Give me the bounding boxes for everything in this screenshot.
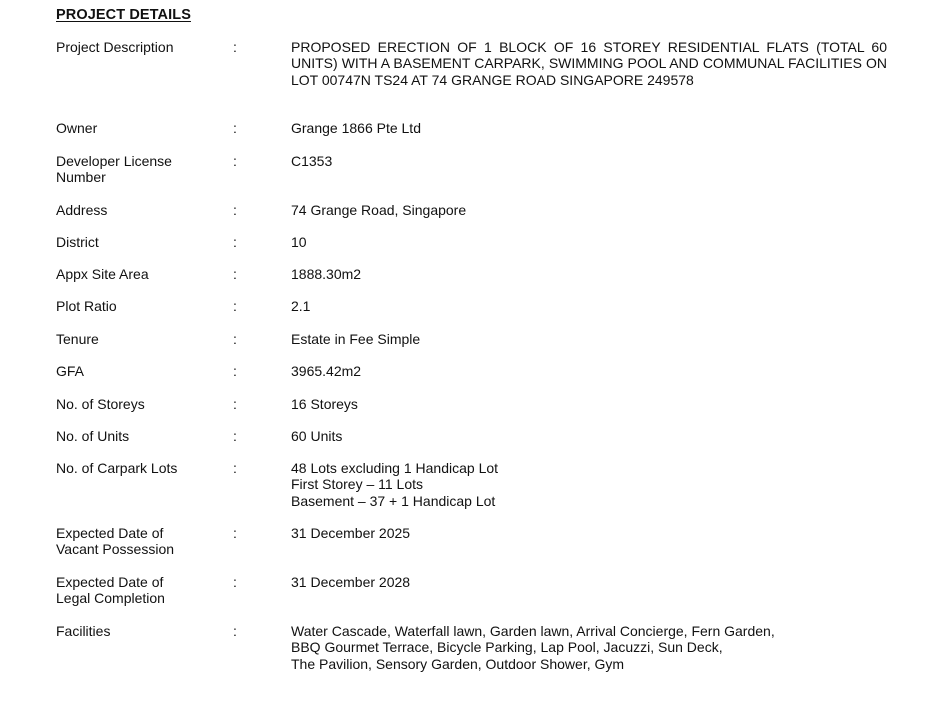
label-legal-completion: Expected Date of Legal Completion: [56, 574, 165, 607]
label-address: Address: [56, 202, 108, 218]
label-tenure: Tenure: [56, 331, 99, 347]
separator-colon: :: [233, 120, 237, 136]
separator-colon: :: [233, 298, 237, 314]
separator-colon: :: [233, 202, 237, 218]
separator-colon: :: [233, 525, 237, 541]
separator-colon: :: [233, 396, 237, 412]
label-project-description: Project Description: [56, 39, 174, 55]
separator-colon: :: [233, 460, 237, 476]
value-legal-completion: 31 December 2028: [291, 574, 411, 590]
value-vacant-possession: 31 December 2025: [291, 525, 411, 541]
separator-colon: :: [233, 428, 237, 444]
value-district: 10: [291, 234, 307, 250]
value-tenure: Estate in Fee Simple: [291, 331, 421, 347]
value-owner: Grange 1866 Pte Ltd: [291, 120, 421, 136]
value-project-description: PROPOSED ERECTION OF 1 BLOCK OF 16 STOREY RESIDENTIAL FLATS (TOTAL 60 UNITS) WITH A BASEMENT CARPARK, SWIMMING POOL AND COMMUNAL FACILITIES ON LOT 00747N TS24 AT 74 GRANGE ROAD SINGAPORE 249578: [291, 39, 887, 88]
value-facilities: Water Cascade, Waterfall lawn, Garden lawn, Arrival Concierge, Fern Garden, BBQ Gourmet Terrace, Bicycle Parking, Lap Pool, Jacuzzi, Sun Deck, The Pavilion, Sensory Garden, Outdoor Shower, Gym: [291, 623, 775, 672]
label-gfa: GFA: [56, 363, 85, 379]
separator-colon: :: [233, 331, 237, 347]
label-facilities: Facilities: [56, 623, 111, 639]
separator-colon: :: [233, 153, 237, 169]
section-title: PROJECT DETAILS: [56, 7, 191, 23]
value-units: 60 Units: [291, 428, 343, 444]
value-gfa: 3965.42m2: [291, 363, 362, 379]
label-vacant-possession: Expected Date of Vacant Possession: [56, 525, 175, 558]
label-owner: Owner: [56, 120, 98, 136]
separator-colon: :: [233, 623, 237, 639]
separator-colon: :: [233, 39, 237, 55]
value-carpark-lots: 48 Lots excluding 1 Handicap Lot First Storey – 11 Lots Basement – 37 + 1 Handicap Lot: [291, 460, 499, 509]
value-address: 74 Grange Road, Singapore: [291, 202, 467, 218]
label-developer-license: Developer License Number: [56, 153, 172, 186]
value-storeys: 16 Storeys: [291, 396, 358, 412]
separator-colon: :: [233, 266, 237, 282]
label-site-area: Appx Site Area: [56, 266, 149, 282]
label-storeys: No. of Storeys: [56, 396, 145, 412]
value-site-area: 1888.30m2: [291, 266, 362, 282]
separator-colon: :: [233, 574, 237, 590]
label-carpark-lots: No. of Carpark Lots: [56, 460, 178, 476]
separator-colon: :: [233, 234, 237, 250]
label-plot-ratio: Plot Ratio: [56, 298, 117, 314]
label-district: District: [56, 234, 99, 250]
value-plot-ratio: 2.1: [291, 298, 311, 314]
value-developer-license: C1353: [291, 153, 333, 169]
label-units: No. of Units: [56, 428, 130, 444]
separator-colon: :: [233, 363, 237, 379]
